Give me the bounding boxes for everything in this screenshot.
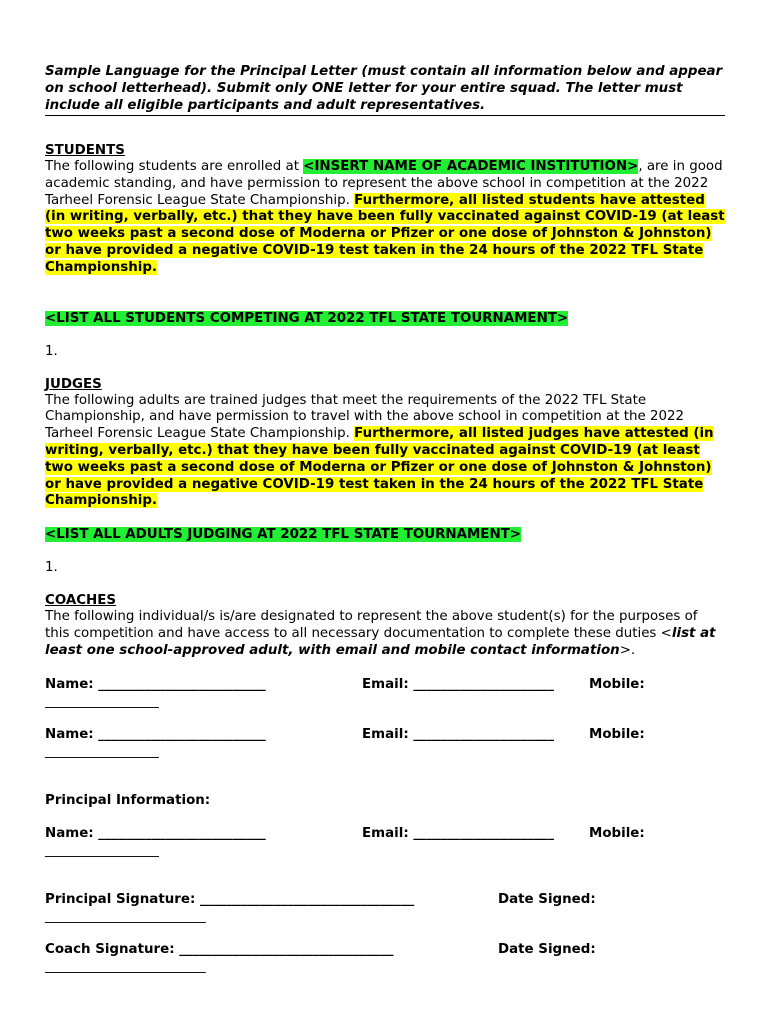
coach-mobile-line-1[interactable]: _________________ — [45, 693, 159, 709]
students-vaccine-statement: Furthermore, all listed students have attested (in writing, verbally, etc.) that they have been fully vaccinated against COVID-19 (at least two weeks past a second dose of Moderna or Pfizer or one dose of Johnston & Johnston) or have provided a negative COVID-19 test taken in the 24 hours of the 2022 TFL State Championship. — [45, 192, 725, 275]
principal-contact-row — [45, 825, 725, 842]
coach-date-signed-label: Date Signed: — [498, 941, 596, 957]
coaches-italic-note: list at least one school-approved adult, with email and mobile contact information — [45, 625, 716, 658]
students-list-item-number: 1. — [45, 343, 58, 359]
students-list-heading: <LIST ALL STUDENTS COMPETING AT 2022 TFL STATE TOURNAMENT> — [45, 310, 569, 326]
principal-mobile-label: Mobile: — [589, 825, 645, 841]
students-heading: STUDENTS — [45, 143, 125, 158]
coach-name-field-2[interactable]: Name: _________________________ — [45, 726, 266, 742]
coach-email-field-1[interactable]: Email: _____________________ — [362, 676, 554, 692]
coaches-heading: COACHES — [45, 593, 117, 609]
students-text-after: , are in good academic standing, and have permission to represent the above school in competition at the 2022 Tarheel Forensic League State Championship. — [45, 159, 723, 208]
judges-paragraph — [45, 393, 725, 511]
students-list-heading-wrap — [45, 310, 725, 327]
coach-date-line[interactable]: ________________________ — [45, 958, 206, 974]
principal-name-field[interactable]: Name: _________________________ — [45, 825, 266, 841]
principal-signature-field[interactable]: Principal Signature: ________________________________ — [45, 891, 415, 907]
judges-list-heading: <LIST ALL ADULTS JUDGING AT 2022 TFL STATE TOURNAMENT> — [45, 527, 522, 543]
coach-contact-row-2 — [45, 726, 725, 743]
principal-date-line[interactable]: ________________________ — [45, 908, 206, 924]
letter-page — [45, 63, 725, 975]
judges-list-item-number: 1. — [45, 560, 58, 576]
judges-vaccine-statement: Furthermore, all listed judges have attested (in writing, verbally, etc.) that they have been fully vaccinated against COVID-19 (at least two weeks past a second dose of Moderna or Pfizer or one dose of Johnston & Johnston) or have provided a negative COVID-19 test taken in the 24 hours of the 2022 TFL State Championship. — [45, 426, 714, 509]
coaches-paragraph — [45, 609, 725, 659]
judges-text: The following adults are trained judges that meet the requirements of the 2022 TFL State Championship, and have permission to travel with the above school in competition at the 2022 Tarheel Forensic League State Championship. — [45, 392, 685, 442]
students-text-before: The following students are enrolled at — [45, 159, 304, 174]
coach-mobile-label-1: Mobile: — [589, 676, 645, 692]
coach-mobile-line-2[interactable]: _________________ — [45, 743, 159, 759]
judges-list-heading-wrap — [45, 526, 725, 543]
judges-heading: JUDGES — [45, 376, 102, 392]
coach-name-field-1[interactable]: Name: _________________________ — [45, 676, 266, 692]
principal-signature-row — [45, 891, 725, 908]
principal-date-signed-label: Date Signed: — [498, 891, 596, 907]
coach-signature-row — [45, 941, 725, 958]
intro-instructions: Sample Language for the Principal Letter (must contain all information below and appear on school letterhead). Submit only ONE letter for your entire squad. The letter must include all eligible participants and adult representatives. — [45, 63, 725, 116]
institution-placeholder: <INSERT NAME OF ACADEMIC INSTITUTION> — [303, 159, 639, 174]
students-paragraph — [45, 159, 725, 277]
coach-mobile-label-2: Mobile: — [589, 726, 645, 742]
coaches-text-end: >. — [619, 642, 636, 658]
coach-signature-field[interactable]: Coach Signature: ________________________________ — [45, 941, 394, 957]
coach-email-field-2[interactable]: Email: _____________________ — [362, 726, 554, 742]
coaches-text: The following individual/s is/are designated to represent the above student(s) for the purposes of this competition and have access to all necessary documentation to complete these duties < — [45, 609, 698, 641]
principal-info-heading: Principal Information: — [45, 792, 211, 808]
principal-email-field[interactable]: Email: _____________________ — [362, 825, 554, 841]
coach-contact-row-1 — [45, 676, 725, 693]
principal-mobile-line[interactable]: _________________ — [45, 842, 159, 858]
